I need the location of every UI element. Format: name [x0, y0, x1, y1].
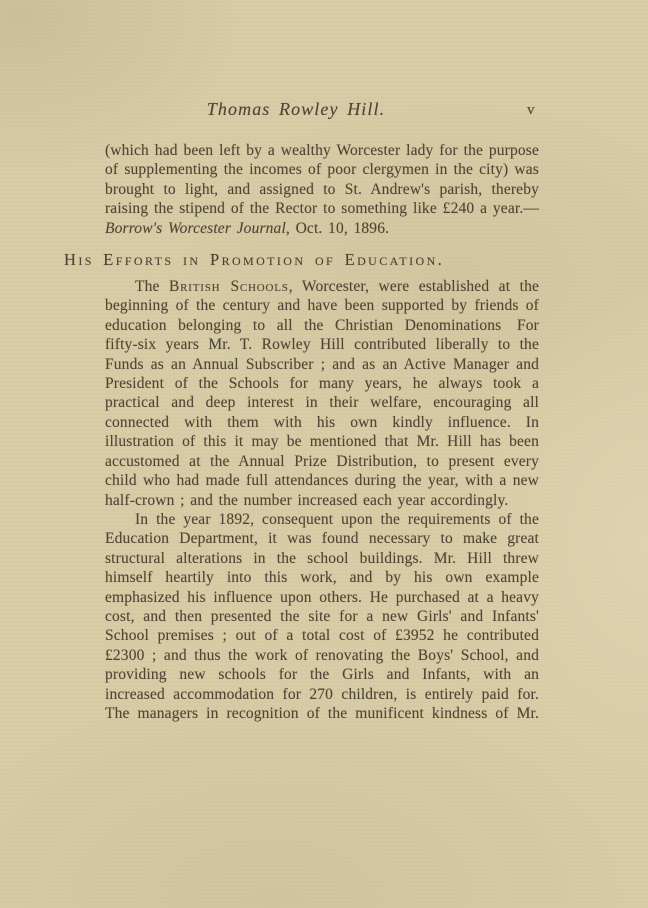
running-head — [105, 99, 539, 123]
running-title: Thomas Rowley Hill. — [206, 99, 386, 119]
journal-citation: Borrow's Worcester Journal — [105, 219, 286, 237]
body-paragraph — [105, 510, 539, 723]
paragraph-lead: The — [135, 278, 169, 296]
citation-date: , Oct. 10, 1896. — [285, 219, 390, 237]
opening-quote-paragraph — [105, 141, 539, 238]
quote-text: (which had been left by a wealthy Worcester lady for the purpose of supplementing the incomes of poor clergymen in the city) was brought to light, and assigned to St. Andrew's parish, thereby raising the stipend of the Rector to something like £240 a year.— — [105, 142, 539, 218]
text-block — [64, 141, 539, 723]
paragraph-text: , Worcester, were established at the beginning of the century and have been supported by friends of education belonging to all the Christian Denominations For fifty-six years Mr. T. Rowley Hill contributed liberally to the Funds as an Annual Subscriber ; and as an Active Manager and President of the Schools for many years, he always took a practical and deep interest in their welfare, encouraging all connected with them with his own kindly influence. In illustration of this it may be mentioned that Mr. Hill has been accustomed at the Annual Prize Distribution, to present every child who had made full attendances during the year, with a new half-crown ; and the number increased each year accordingly. — [105, 278, 539, 509]
paragraph-text: In the year 1892, consequent upon the requirements of the Education Department, it was found necessary to make great structural alterations in the school buildings. Mr. Hill threw himself heartily into this work, and by his own example emphasized his influence upon others. He purchased at a heavy cost, and then presented the site for a new Girls' and Infants' School premises ; out of a total cost of £3952 he contributed £2300 ; and thus the work of renovating the Boys' School, and providing new schools for the Girls and Infants, with an increased accommodation for 270 children, is entirely paid for. The managers in recognition of the munificent kindness of Mr. — [105, 510, 539, 722]
body-paragraph — [105, 277, 539, 510]
section-heading: His Efforts in Promotion of Education. — [64, 250, 445, 270]
smallcaps-phrase: British Schools — [169, 278, 289, 296]
page-number: v — [527, 102, 535, 118]
